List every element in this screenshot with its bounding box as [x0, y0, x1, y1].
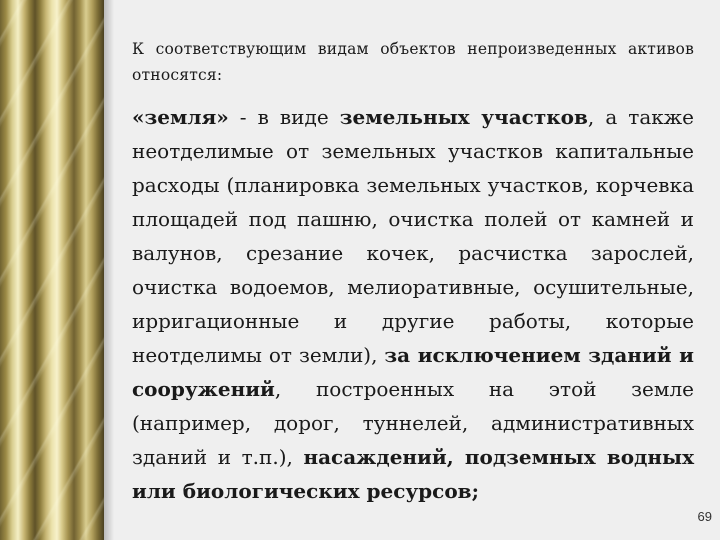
text-capital-expenses: , а также неотделимые от земельных участков капитальные расходы (планировка земельных участков, корчевка площадей под пашню, очистка полей от камней и валунов, срезание кочек, расчистка зарослей, очистка водоемов, мелиоративные, осушительные, ирригационные и другие работы, которые неотделимы от земли), — [132, 105, 695, 367]
bold-land-plots: земельных участков — [339, 105, 588, 129]
definition-paragraph — [132, 100, 694, 508]
decorative-gold-frame — [0, 0, 104, 540]
term-land: «земля» — [132, 105, 229, 129]
intro-text: К соответствующим видам объектов непроизведенных активов относятся: — [132, 40, 694, 84]
slide-content — [132, 36, 694, 508]
text-dash: - в виде — [228, 105, 340, 129]
bold-plantings-resources: насаждений, подземных водных или биологических ресурсов; — [132, 445, 694, 503]
text-examples: , построенных на этой земле (например, дорог, туннелей, административных зданий и т.п.), — [132, 377, 694, 469]
bold-exclusion: за исключением зданий и сооружений — [132, 343, 694, 401]
page-number: 69 — [697, 509, 712, 524]
frame-shadow — [104, 0, 114, 540]
